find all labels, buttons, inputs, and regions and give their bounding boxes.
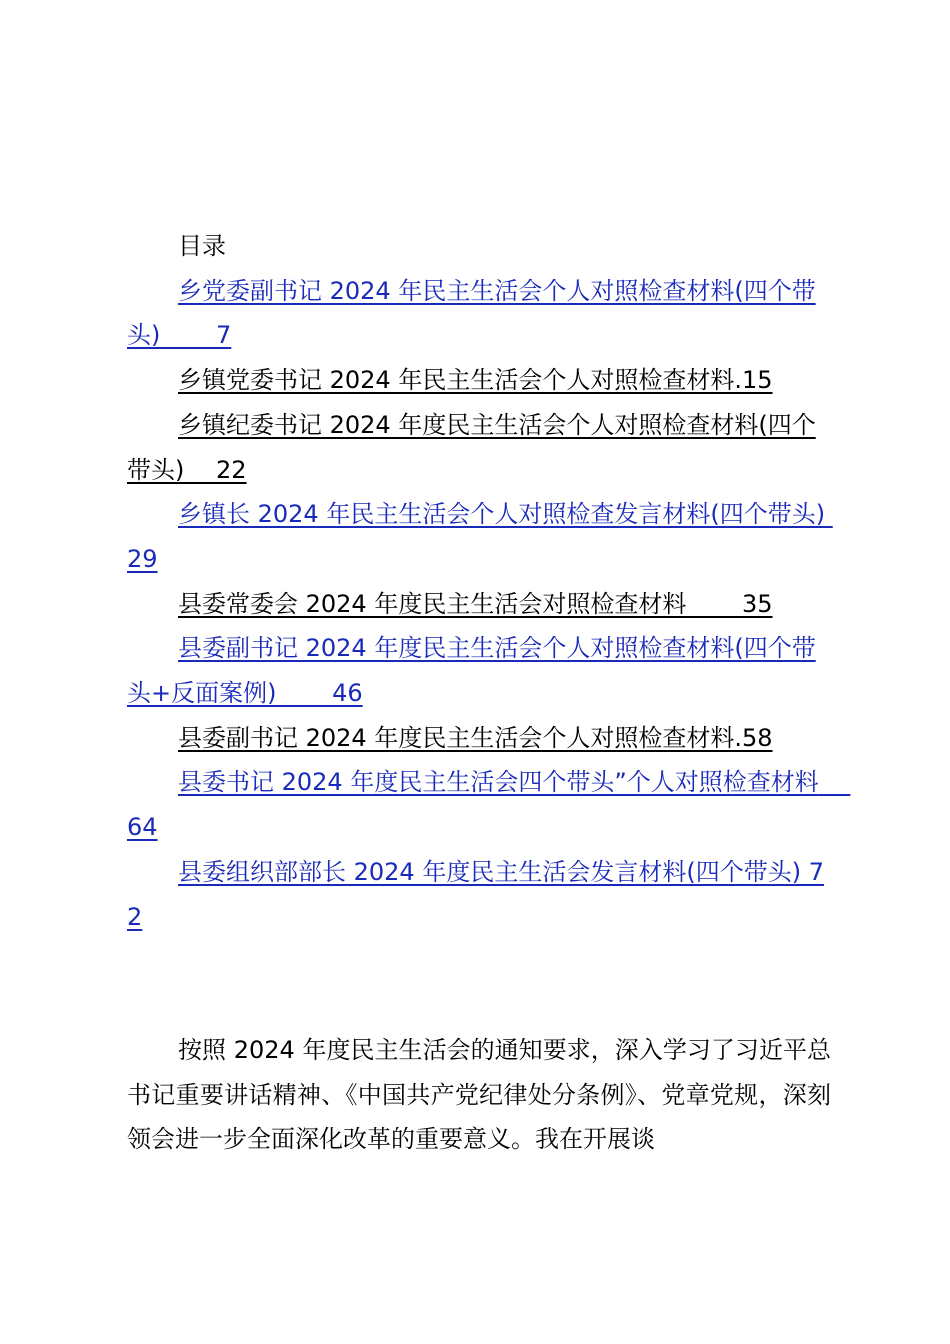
toc-entry-1[interactable]: 乡党委副书记 2024 年民主生活会个人对照检查材料(四个带头) 7	[127, 276, 816, 350]
toc-entry-9[interactable]: 县委组织部部长 2024 年度民主生活会发言材料(四个带头) 72	[127, 857, 824, 931]
toc-entry-4[interactable]: 乡镇长 2024 年民主生活会个人对照检查发言材料(四个带头) 29	[127, 500, 833, 573]
toc-entry-3[interactable]: 乡镇纪委书记 2024 年度民主生活会个人对照检查材料(四个带头) 22	[127, 410, 816, 484]
toc-entry-6[interactable]: 县委副书记 2024 年度民主生活会个人对照检查材料(四个带头+反面案例) 46	[127, 634, 816, 708]
body-paragraph: 按照 2024 年度民主生活会的通知要求，深入学习了习近平总书记重要讲话精神、《中国共产党纪律处分条例》、党章党规，深刻领会进一步全面深化改革的重要意义。我在开展谈	[127, 1036, 831, 1154]
toc-entry-8[interactable]: 县委书记 2024 年度民主生活会四个带头”个人对照检查材料 64	[127, 768, 851, 842]
toc-entry-7[interactable]: 县委副书记 2024 年度民主生活会个人对照检查材料.58	[178, 723, 773, 752]
toc-entry-5[interactable]: 县委常委会 2024 年度民主生活会对照检查材料 35	[178, 589, 773, 618]
toc-list	[127, 269, 851, 940]
toc-entry-2[interactable]: 乡镇党委书记 2024 年民主生活会个人对照检查材料.15	[178, 366, 773, 395]
table-of-contents	[127, 224, 851, 939]
toc-title: 目录	[178, 232, 226, 260]
